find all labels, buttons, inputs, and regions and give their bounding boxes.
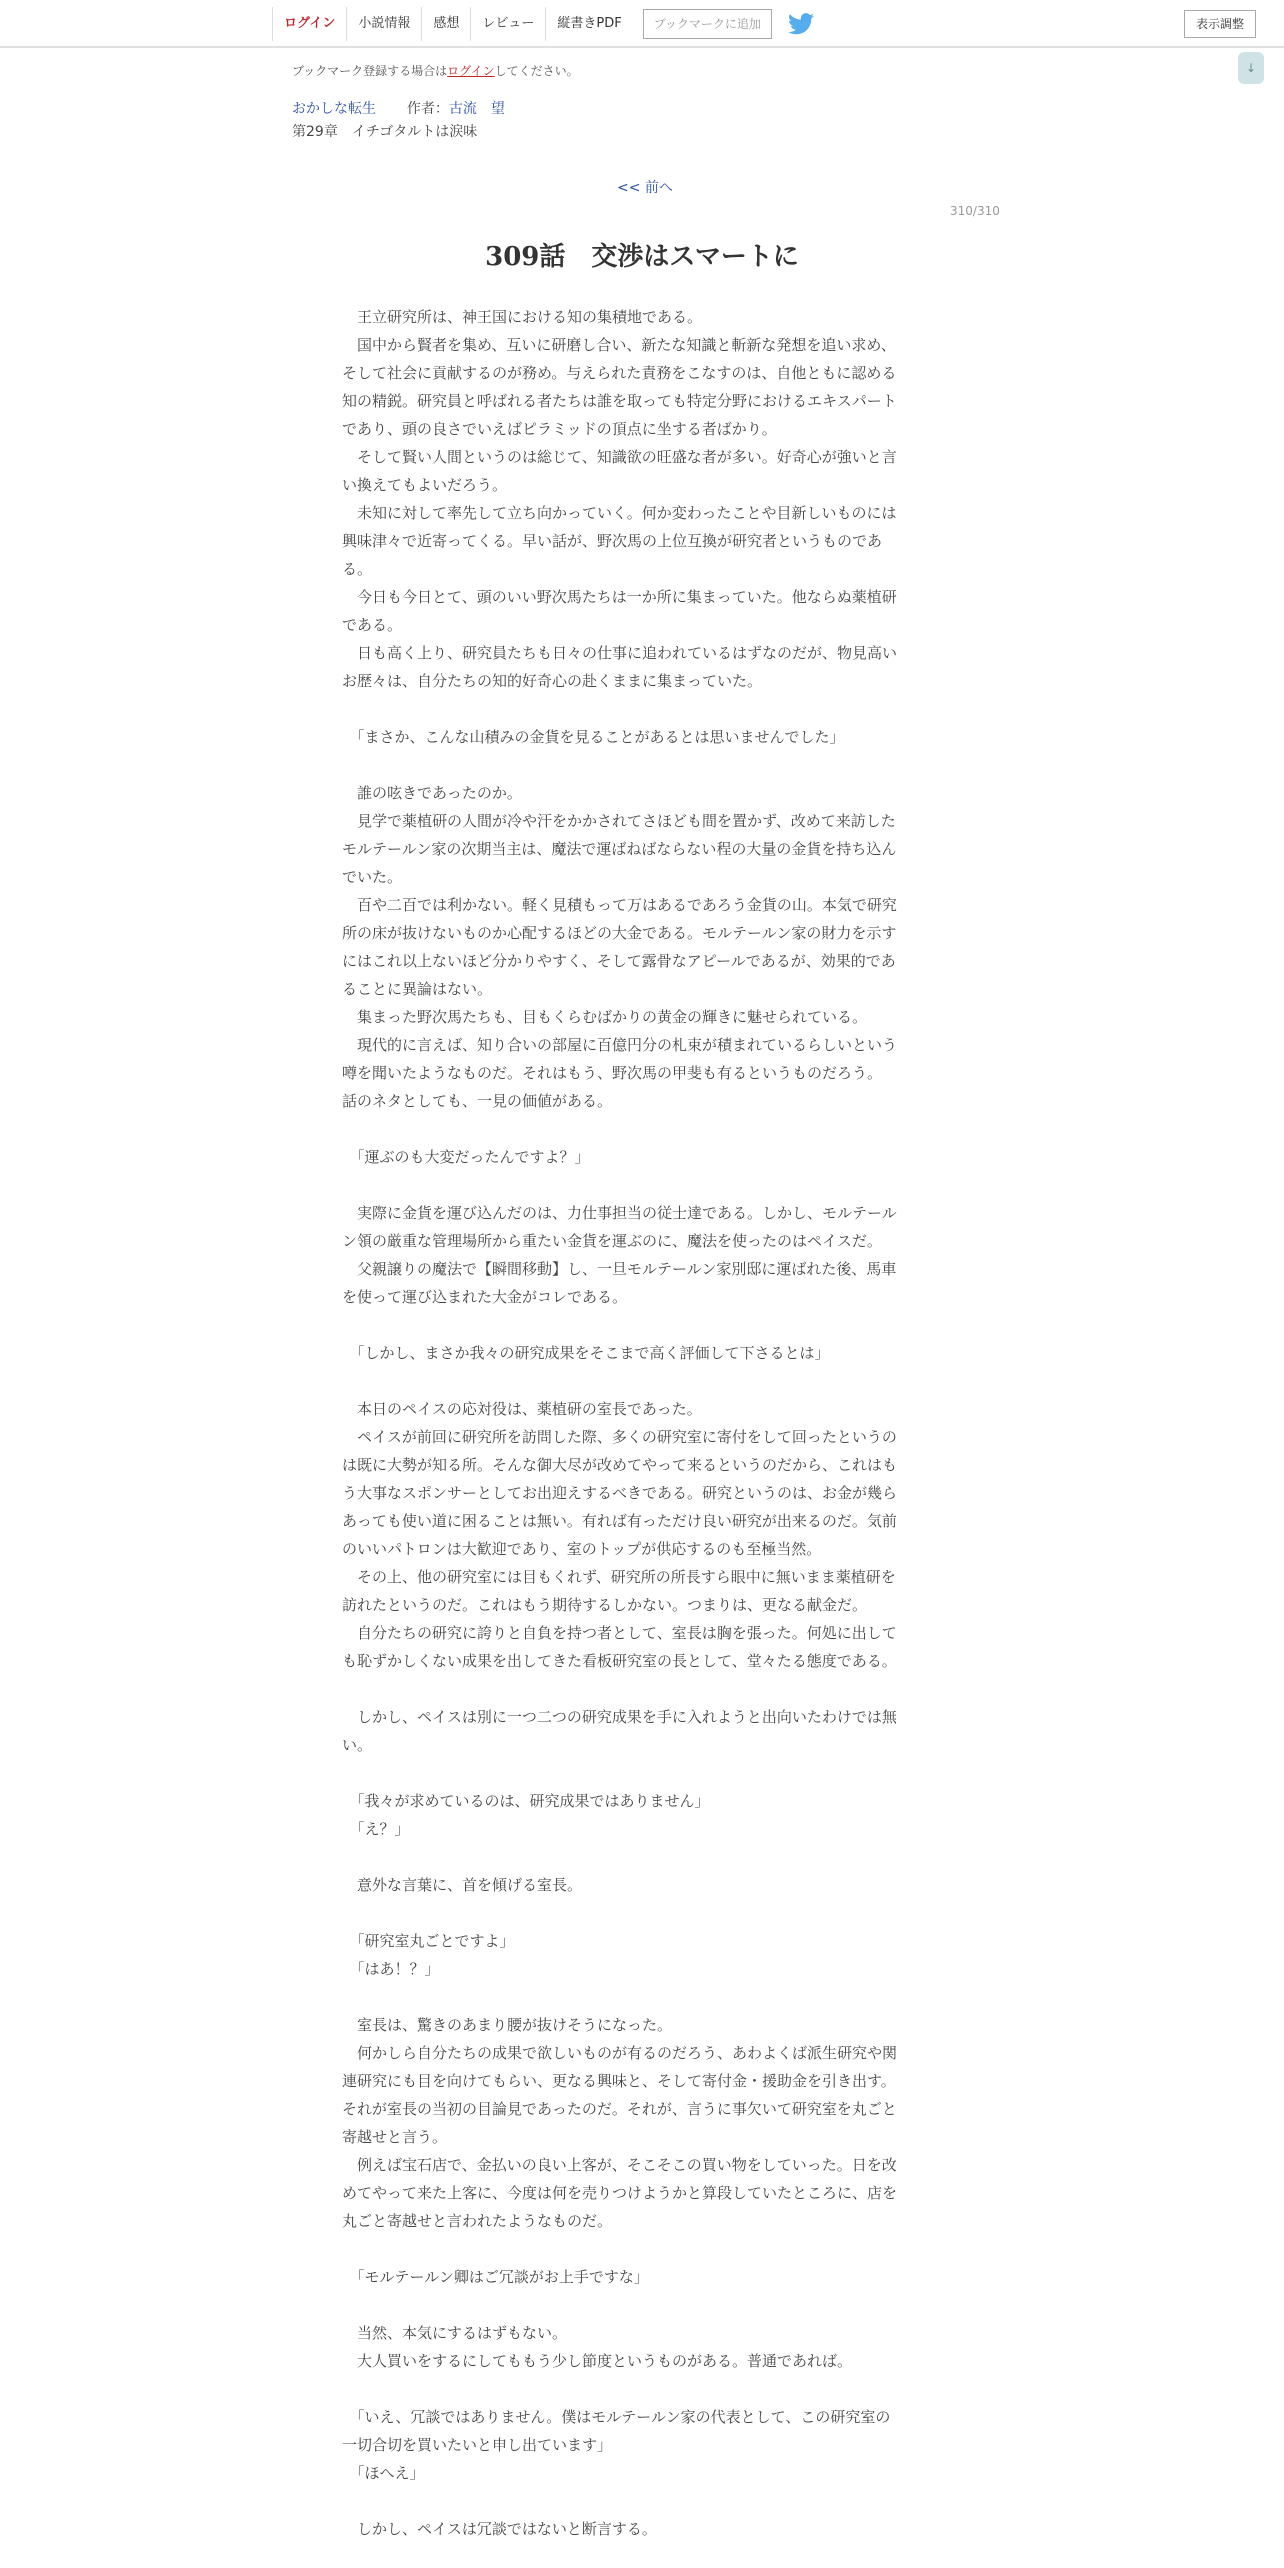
body-line: モルテールン家の次期当主は、魔法で運ばねばならない程の大量の金貨を持ち込ん [342,840,897,858]
body-line: 意外な言葉に、首を傾げる室長。 [342,1876,583,1894]
episode-title: 309話 交渉はスマートに [485,242,799,272]
login-link[interactable]: ログイン [272,7,346,41]
body-line [342,2291,938,2319]
page-counter: 310/310 [950,204,1000,218]
body-line: 当然、本気にするはずもない。 [342,2324,568,2342]
body-line [342,2235,938,2263]
body-line: 何かしら自分たちの成果で欲しいものが有るのだろう、あわよくば派生研究や関 [342,2044,898,2062]
body-line: ペイスが前回に研究所を訪問した際、多くの研究室に寄付をして回ったというの [342,1428,897,1446]
prev-episode-link[interactable]: << 前へ [617,180,673,196]
body-line: 自分たちの研究に誇りと自負を持つ者として、室長は胸を張った。何処に出して [342,1624,897,1642]
body-line: でいた。 [342,868,403,886]
body-line: そして賢い人間というのは総じて、知識欲の旺盛な者が多い。好奇心が強いと言 [342,448,897,466]
body-line: 国中から賢者を集め、互いに研磨し合い、新たな知識と斬新な発想を追い求め、 [342,336,896,354]
bookmark-login-link[interactable]: ログイン [447,64,495,78]
body-line: 知の精鋭。研究員と呼ばれる者たちは誰を取っても特定分野におけるエキスパート [342,392,897,410]
body-line: それが室長の当初の目論見であったのだ。それが、言うに事欠いて研究室を丸ごと [342,2100,897,2118]
impressions-link[interactable]: 感想 [421,7,470,41]
bookmark-note [292,62,579,79]
bookmark-note-prefix: ブックマーク登録する場合は [292,64,448,78]
novel-info-link[interactable]: 小説情報 [346,7,421,41]
body-line [342,1899,938,1927]
header-nav [272,6,814,42]
body-line: る。 [342,560,373,578]
body-line: い。 [342,1736,373,1754]
body-line [342,1171,938,1199]
body-line: 「ほへえ」 [342,2464,425,2482]
body-line [342,1983,938,2011]
body-line: ることに異論はない。 [342,980,493,998]
body-line [342,1759,938,1787]
body-line: しかし、ペイスは冗談ではないと断言する。 [342,2520,657,2538]
body-line: 「研究室丸ごとですよ」 [342,1932,515,1950]
header-bar [0,0,1284,48]
novel-meta [292,98,505,118]
body-line: 誰の呟きであったのか。 [342,784,522,802]
author-link[interactable]: 古流 望 [448,101,505,117]
body-line: 「はあ！？」 [342,1960,440,1978]
body-line: 父親譲りの魔法で【瞬間移動】し、一旦モルテールン家別邸に運ばれた後、馬車 [342,1260,897,1278]
body-line: 丸ごと寄越せと言われたようなものだ。 [342,2212,613,2230]
body-line: 今日も今日とて、頭のいい野次馬たちは一か所に集まっていた。他ならぬ薬植研 [342,588,897,606]
body-line: 「我々が求めているのは、研究成果ではありません」 [342,1792,710,1810]
twitter-icon[interactable] [788,13,814,35]
body-line: 集まった野次馬たちも、目もくらむばかりの黄金の輝きに魅せられている。 [342,1008,868,1026]
body-line: 話のネタとしても、一見の価値がある。 [342,1092,613,1110]
body-line [342,1675,938,1703]
body-line: 未知に対して率先して立ち向かっていく。何か変わったことや目新しいものには [342,504,897,522]
body-line: 見学で薬植研の人間が冷や汗をかかされてさほども間を置かず、改めて来訪した [342,812,896,830]
body-line [342,2487,938,2515]
body-line [342,1843,938,1871]
body-line [342,751,938,779]
body-line: 実際に金貨を運び込んだのは、力仕事担当の従士達である。しかし、モルテール [342,1204,897,1222]
body-line: も恥ずかしくない成果を出してきた看板研究室の長として、堂々たる態度である。 [342,1652,897,1670]
body-line: 「運ぶのも大変だったんですよ？」 [342,1148,590,1166]
scroll-down-button[interactable]: ↓ [1238,52,1264,84]
novel-body [342,303,938,2543]
add-bookmark-button[interactable]: ブックマークに追加 [643,9,772,39]
display-settings-button[interactable]: 表示調整 [1184,10,1256,38]
body-line [342,2375,938,2403]
body-line: 日も高く上り、研究員たちも日々の仕事に追われているはずなのだが、物見高い [342,644,898,662]
body-line: のいいパトロンは大歓迎であり、室のトップが供応するのも至極当然。 [342,1540,822,1558]
body-line: 訪れたというのだ。これはもう期待するしかない。つまりは、更なる献金だ。 [342,1596,868,1614]
chapter-title: 第29章 イチゴタルトは涙味 [292,124,478,140]
body-line: 「まさか、こんな山積みの金貨を見ることがあるとは思いませんでした」 [342,728,845,746]
body-line: 寄越せと言う。 [342,2128,448,2146]
body-line: 所の床が抜けないものか心配するほどの大金である。モルテールン家の財力を示す [342,924,897,942]
body-line: 一切合切を買いたいと申し出ています」 [342,2436,613,2454]
body-line: あっても使い道に困ることは無い。有れば有っただけ良い研究が出来るのだ。気前 [342,1512,897,1530]
body-line: 大人買いをするにしてももう少し節度というものがある。普通であれば。 [342,2352,853,2370]
body-line: 例えば宝石店で、金払いの良い上客が、そこそこの買い物をしていった。日を改 [342,2156,897,2174]
body-line: めてやって来た上客に、今度は何を売りつけようかと算段していたところに、店を [342,2184,898,2202]
body-line: 室長は、驚きのあまり腰が抜けそうになった。 [342,2016,673,2034]
body-line: 本日のペイスの応対役は、薬植研の室長であった。 [342,1400,702,1418]
novel-title-link[interactable]: おかしな転生 [292,101,376,117]
body-line: ン領の厳重な管理場所から重たい金貨を運ぶのに、魔法を使ったのはペイスだ。 [342,1232,882,1250]
review-link[interactable]: レビュー [470,7,545,41]
body-line: を使って運び込まれた大金がコレである。 [342,1288,628,1306]
body-line: 「モルテールン卿はご冗談がお上手ですな」 [342,2268,649,2286]
body-line: 現代的に言えば、知り合いの部屋に百億円分の札束が積まれているらしいという [342,1036,898,1054]
body-line: にはこれ以上ないほど分かりやすく、そして露骨なアピールであるが、効果的であ [342,952,896,970]
body-line: い換えてもよいだろう。 [342,476,508,494]
body-line: は既に大勢が知る所。そんな御大尽が改めてやって来るというのだから、これはも [342,1456,898,1474]
body-line: 百や二百では利かない。軽く見積もって万はあるであろう金貨の山。本気で研究 [342,896,897,914]
body-line: う大事なスポンサーとしてお出迎えするべきである。研究というのは、お金が幾ら [342,1484,898,1502]
body-line: 「え？」 [342,1820,410,1838]
bookmark-note-suffix: してください。 [494,64,579,78]
author-label: 作者： [406,101,449,117]
body-line: 「しかし、まさか我々の研究成果をそこまで高く評価して下さるとは」 [342,1344,830,1362]
body-line: その上、他の研究室には目もくれず、研究所の所長すら眼中に無いまま薬植研を [342,1568,896,1586]
body-line [342,1115,938,1143]
body-line: であり、頭の良さでいえばピラミッドの頂点に坐する者ばかり。 [342,420,777,438]
body-line: そして社会に貢献するのが務め。与えられた責務をこなすのは、自他ともに認める [342,364,897,382]
body-line [342,1311,938,1339]
body-line: 連研究にも目を向けてもらい、更なる興味と、そして寄付金・援助金を引き出す。 [342,2072,896,2090]
body-line [342,1367,938,1395]
body-line: 「いえ、冗談ではありません。僕はモルテールン家の代表として、この研究室の [342,2408,891,2426]
vertical-pdf-link[interactable]: 縦書きPDF [545,7,632,41]
body-line: お歴々は、自分たちの知的好奇心の赴くままに集まっていた。 [342,672,763,690]
body-line: 王立研究所は、神王国における知の集積地である。 [342,308,703,326]
body-line: である。 [342,616,403,634]
body-line: 噂を聞いたようなものだ。それはもう、野次馬の甲斐も有るというものだろう。 [342,1064,883,1082]
body-line: 興味津々で近寄ってくる。早い話が、野次馬の上位互換が研究者というものであ [342,532,883,550]
body-line: しかし、ペイスは別に一つ二つの研究成果を手に入れようと出向いたわけでは無 [342,1708,897,1726]
body-line [342,695,938,723]
